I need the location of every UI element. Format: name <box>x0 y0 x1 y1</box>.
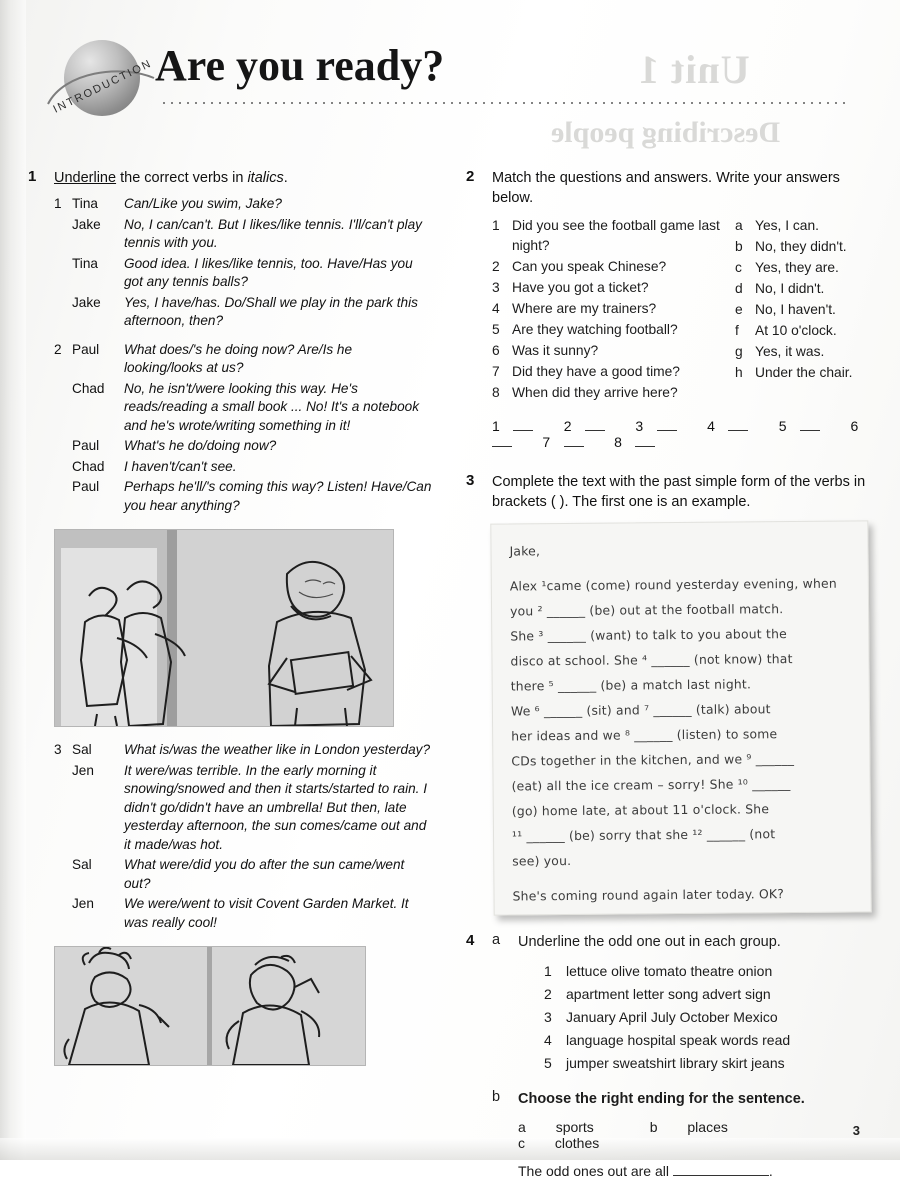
exercise-1-instruction <box>54 168 434 188</box>
group-key: 1 <box>544 963 552 979</box>
choice-option[interactable] <box>650 1119 754 1135</box>
table-row <box>54 294 434 333</box>
answer-slot <box>564 418 618 434</box>
question-text: Where are my trainers? <box>512 301 657 316</box>
illustration-1-svg <box>55 530 393 726</box>
match-answers <box>735 216 878 404</box>
answer-slot-number: 4 <box>707 418 716 434</box>
note-line[interactable]: She ³ ______ (want) to talk to you about the <box>510 626 787 644</box>
exercise-3-instruction: Complete the text with the past simple form of the verbs in brackets ( ). The first one is an example. <box>492 474 866 510</box>
list-item[interactable] <box>492 257 735 278</box>
part-a-label: a <box>492 932 501 948</box>
table-row <box>54 195 434 216</box>
question-key: 6 <box>492 343 500 358</box>
exercise-1-instruction-underlined: Underline <box>54 170 117 186</box>
note-line[interactable]: see) you. <box>512 852 572 869</box>
answer-slot <box>635 418 689 434</box>
note-body <box>509 536 855 916</box>
speaker: Chad <box>72 380 105 396</box>
note-line: She's coming round again later today. OK? <box>512 886 785 904</box>
dialogue-line[interactable]: What's he do/doing now? <box>124 438 277 453</box>
spacer <box>54 294 72 333</box>
note-line[interactable]: you ² ______ (be) out at the football match. <box>509 601 784 619</box>
speaker: Sal <box>72 742 92 757</box>
note-line[interactable]: there ⁵ ______ (be) a match last night. <box>510 676 752 694</box>
list-item[interactable] <box>492 362 735 383</box>
question-key: 5 <box>492 322 500 337</box>
group-key: 3 <box>544 1009 552 1025</box>
list-item[interactable] <box>492 278 735 299</box>
answer-text: Yes, they are. <box>755 260 839 275</box>
answer-text: No, I didn't. <box>755 281 825 296</box>
group-words: apartment letter song advert sign <box>566 986 771 1002</box>
answer-blank[interactable] <box>800 430 820 431</box>
spacer <box>54 458 72 479</box>
table-row <box>54 856 434 895</box>
dialogue-line[interactable]: I haven't/can't see. <box>124 458 237 474</box>
group-key: 5 <box>544 1055 552 1071</box>
answer-text: Yes, it was. <box>755 344 825 359</box>
part-b-label: b <box>492 1089 501 1105</box>
answer-slot <box>707 418 761 434</box>
spacer <box>54 856 72 895</box>
answer-blank[interactable] <box>635 446 655 447</box>
illustration-2-svg <box>55 947 365 1065</box>
dialogue-3-number: 3 <box>54 742 62 757</box>
spacer <box>54 895 72 934</box>
title-dotted-rule <box>160 100 850 106</box>
choice-key: a <box>518 1119 526 1135</box>
list-item[interactable] <box>735 258 878 279</box>
spacer <box>54 255 72 294</box>
handwritten-note[interactable] <box>490 520 871 915</box>
answer-slot-number: 3 <box>635 418 644 434</box>
exercise-1 <box>28 168 434 517</box>
table-row <box>54 255 434 294</box>
odd-one-out-groups <box>544 960 878 1075</box>
list-item[interactable] <box>544 983 878 1006</box>
table-row <box>54 380 434 438</box>
question-text: Have you got a ticket? <box>512 280 649 295</box>
illustration-two-people-on-phone <box>54 946 366 1066</box>
list-item[interactable] <box>492 299 735 320</box>
question-key: 1 <box>492 218 500 233</box>
speaker: Paul <box>72 479 100 494</box>
answer-key: a <box>735 218 743 233</box>
list-item[interactable] <box>735 216 878 237</box>
choice-option[interactable] <box>518 1135 625 1151</box>
exercise-1-instruction-rest: the correct verbs in <box>116 170 248 186</box>
table-row <box>54 762 434 857</box>
answer-slot-number: 5 <box>778 418 788 434</box>
exercise-3 <box>466 472 878 914</box>
answer-slot <box>614 434 668 450</box>
speaker: Paul <box>72 341 100 357</box>
part-a-instruction <box>518 932 878 952</box>
group-words: language hospital speak words read <box>566 1032 791 1048</box>
question-key: 4 <box>492 301 500 316</box>
group-words: lettuce olive tomato theatre onion <box>566 963 773 979</box>
exercise-4-number: 4 <box>466 932 475 949</box>
answer-text: Yes, I can. <box>755 218 819 233</box>
question-text: Are they watching football? <box>512 322 678 337</box>
page-number: 3 <box>852 1123 860 1138</box>
list-item[interactable] <box>492 216 735 257</box>
exercise-4-part-a <box>492 932 878 952</box>
exercise-3-number: 3 <box>466 472 475 489</box>
question-text: Did they have a good time? <box>512 364 680 379</box>
exercise-1-instruction-italic: italics <box>247 170 284 186</box>
question-key: 8 <box>492 385 500 400</box>
table-row <box>54 895 434 934</box>
speaker: Tina <box>72 255 98 271</box>
dialogue-3 <box>54 741 434 934</box>
spacer <box>54 380 72 438</box>
question-text: Did you see the football game last night? <box>512 218 720 253</box>
odd-sentence-end: . <box>768 1163 773 1179</box>
note-line[interactable]: (go) home late, at about 11 o'clock. She <box>511 801 770 819</box>
list-item[interactable] <box>735 237 878 258</box>
answer-slot-number: 8 <box>614 434 623 450</box>
list-item[interactable] <box>544 1006 878 1029</box>
answer-slot-number: 6 <box>850 418 859 434</box>
dialogue-1-number: 1 <box>54 196 62 211</box>
question-key: 7 <box>492 364 500 379</box>
dialogue-line[interactable]: Can/Like you swim, Jake? <box>124 196 282 211</box>
exercise-4-part-b <box>492 1089 878 1109</box>
answer-key: c <box>735 260 742 275</box>
page-left-edge-shadow <box>0 0 26 1160</box>
part-b-instruction: Choose the right ending for the sentence. <box>518 1091 805 1107</box>
answer-key: f <box>735 323 739 338</box>
question-text: Was it sunny? <box>512 343 599 358</box>
dialogue-1 <box>54 195 434 517</box>
answer-key: e <box>735 302 743 317</box>
list-item[interactable] <box>544 1029 878 1052</box>
note-line[interactable]: ¹¹ ______ (be) sorry that she ¹² ______ (not <box>511 826 776 844</box>
answer-slot-number: 7 <box>542 434 551 450</box>
table-row <box>54 741 434 762</box>
answer-blank[interactable] <box>564 446 584 447</box>
part-a-underlined: Underline <box>518 934 581 950</box>
speaker: Jen <box>72 762 94 778</box>
answer-blank[interactable] <box>657 430 677 431</box>
question-text: Can you speak Chinese? <box>512 259 667 274</box>
part-b-choices <box>518 1119 878 1151</box>
exercise-2 <box>466 168 878 450</box>
exercise-2-instruction: Match the questions and answers. Write your answers below. <box>492 170 840 206</box>
dialogue-line[interactable]: Good idea. I likes/like tennis, too. Have/Has you got any tennis balls? <box>124 255 413 289</box>
choice-text: sports <box>555 1119 594 1135</box>
answer-blank[interactable] <box>513 430 533 431</box>
speaker: Sal <box>72 857 92 872</box>
exercise-2-number: 2 <box>466 168 475 185</box>
list-item[interactable] <box>735 279 878 300</box>
ghost-subtitle-text: Describing people <box>550 116 780 149</box>
note-line[interactable]: (eat) all the ice cream – sorry! She ¹⁰ ______ <box>511 776 791 794</box>
note-line: Alex ¹came (come) round yesterday evening, when <box>509 575 837 594</box>
speaker: Chad <box>72 458 105 474</box>
answer-text: No, they didn't. <box>755 239 847 254</box>
exercise-1-number: 1 <box>28 168 37 185</box>
question-key: 3 <box>492 280 500 295</box>
group-words: January April July October Mexico <box>566 1009 778 1025</box>
badge-label: INTRODUCTION <box>51 57 155 116</box>
spacer <box>54 437 72 458</box>
dialogue-line[interactable]: No, I can/can't. But I likes/like tennis. I'll/can't play tennis with you. <box>124 216 422 250</box>
odd-sentence-blank[interactable] <box>673 1175 769 1176</box>
question-key: 2 <box>492 259 500 274</box>
dialogue-line[interactable]: It were/was terrible. In the early morning it snowing/snowed and then it starts/started to rain. I didn't go/didn't have an umbrella! But then, late yesterday afternoon, the sun comes/came out and it made/was hot. <box>124 762 428 852</box>
ghost-unit-text: Unit 1 <box>638 47 750 92</box>
speaker: Paul <box>72 438 100 453</box>
table-row <box>54 333 434 380</box>
left-column <box>28 168 434 1066</box>
list-item[interactable] <box>544 960 878 983</box>
choice-text: clothes <box>554 1135 600 1151</box>
answer-slot-number: 1 <box>492 418 501 434</box>
exercise-4 <box>466 932 878 1179</box>
note-line[interactable]: We ⁶ ______ (sit) and ⁷ ______ (talk) about <box>510 701 771 719</box>
dialogue-line[interactable]: We were/went to visit Covent Garden Market. It was really cool! <box>124 896 409 930</box>
introduction-badge <box>38 34 155 134</box>
list-item[interactable] <box>492 341 735 362</box>
note-line[interactable]: her ideas and we ⁸ ______ (listen) to some <box>511 726 778 744</box>
choice-key: b <box>649 1119 658 1135</box>
choice-option[interactable] <box>518 1119 620 1135</box>
note-line[interactable]: CDs together in the kitchen, and we ⁹ ______ <box>511 751 795 769</box>
speaker: Tina <box>72 196 98 211</box>
spacer <box>54 478 72 517</box>
dialogue-line[interactable]: What were/did you do after the sun came/went out? <box>124 857 405 891</box>
list-item[interactable] <box>492 383 735 404</box>
answer-blank[interactable] <box>728 430 748 431</box>
exercise-1-instruction-end: . <box>283 170 288 186</box>
answer-blank[interactable] <box>585 430 605 431</box>
spacer <box>54 762 72 857</box>
list-item[interactable] <box>735 300 878 321</box>
answer-slot <box>779 418 833 434</box>
answer-slot <box>542 434 596 450</box>
match-lists <box>492 216 878 404</box>
answer-slot <box>492 418 546 434</box>
dialogue-line[interactable]: What does/'s he doing now? Are/Is he looking/looks at us? <box>124 341 353 375</box>
list-item[interactable] <box>492 320 735 341</box>
dialogue-line[interactable]: What is/was the weather like in London yesterday? <box>124 742 431 757</box>
right-column <box>466 168 878 1191</box>
answer-text: Under the chair. <box>755 365 853 380</box>
group-key: 2 <box>544 986 552 1002</box>
speaker: Jake <box>72 216 101 232</box>
illustration-boys-and-man-reading <box>54 529 394 727</box>
answer-blank[interactable] <box>492 446 512 447</box>
answer-slots-row[interactable] <box>492 418 878 450</box>
odd-sentence-start: The odd ones out are all <box>518 1163 669 1179</box>
table-row <box>54 437 434 458</box>
table-row <box>54 216 434 255</box>
group-key: 4 <box>544 1032 552 1048</box>
dialogue-line[interactable]: Perhaps he'll/'s coming this way? Listen! Have/Can you hear anything? <box>124 479 432 513</box>
note-greeting: Jake, <box>509 543 541 559</box>
odd-ones-out-sentence <box>518 1163 878 1179</box>
list-item[interactable] <box>735 342 878 363</box>
part-a-rest: the odd one out in each group. <box>580 934 781 950</box>
note-line[interactable]: disco at school. She ⁴ ______ (not know) that <box>510 651 793 669</box>
choice-key: c <box>518 1135 525 1151</box>
list-item[interactable] <box>735 363 878 384</box>
answer-key: h <box>735 365 743 380</box>
question-text: When did they arrive here? <box>512 385 678 400</box>
speaker: Jen <box>72 896 94 911</box>
speaker: Jake <box>72 294 101 310</box>
dialogue-line[interactable]: Yes, I have/has. Do/Shall we play in the park this afternoon, then? <box>124 294 418 328</box>
dialogue-line[interactable]: No, he isn't/were looking this way. He's reads/reading a small book ... No! It's a notebook and he's wrote/writing something in it! <box>124 380 420 433</box>
page-title: Are you ready? <box>155 41 445 90</box>
table-row <box>54 458 434 479</box>
choice-text: places <box>687 1119 728 1135</box>
answer-key: g <box>735 344 743 359</box>
list-item[interactable] <box>544 1052 878 1075</box>
table-row <box>54 478 434 517</box>
answer-text: At 10 o'clock. <box>755 323 837 338</box>
answer-text: No, I haven't. <box>755 302 836 317</box>
match-questions <box>492 216 735 404</box>
spacer <box>54 216 72 255</box>
answer-slot-number: 2 <box>563 418 572 434</box>
group-words: jumper sweatshirt library skirt jeans <box>566 1055 785 1071</box>
list-item[interactable] <box>735 321 878 342</box>
answer-key: d <box>735 281 743 296</box>
dialogue-2-number: 2 <box>54 341 62 357</box>
answer-key: b <box>735 239 743 254</box>
